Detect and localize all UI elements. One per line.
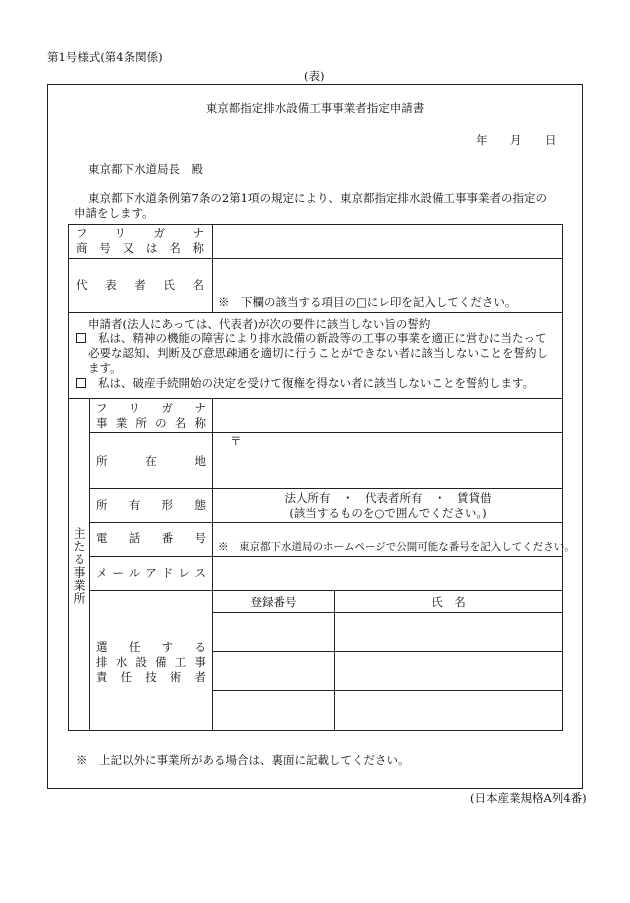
engineer-label-line2: 排水設備工事 bbox=[96, 655, 206, 669]
pledge-checkbox-2[interactable] bbox=[76, 378, 86, 388]
intro-text-line1: 東京都下水道条例第7条の2第1項の規定により、東京都指定排水設備工事事業者の指定の bbox=[88, 191, 547, 205]
intro-text-line2: 申請をします。 bbox=[74, 206, 154, 220]
applicant-name-field[interactable] bbox=[213, 225, 561, 257]
engineer-name-field-2[interactable] bbox=[335, 652, 561, 689]
engineer-label-line3: 責任技術者 bbox=[96, 670, 206, 684]
pledge-item2: 私は、破産手続開始の決定を受けて復権を得ない者に該当しないことを誓約します。 bbox=[98, 376, 535, 390]
pledge-item1-line1: 私は、精神の機能の障害により排水設備の新設等の工事の事業を適正に営むに当たって bbox=[98, 331, 547, 345]
pledge-item1-line3: ます。 bbox=[88, 361, 122, 375]
addressee: 東京都下水道局長 殿 bbox=[88, 162, 203, 176]
office-name-label: 事業所の名称 bbox=[96, 416, 206, 430]
postal-mark: 〒 bbox=[230, 434, 242, 448]
form-title: 東京都指定排水設備工事事業者指定申請書 bbox=[205, 101, 425, 115]
phone-note: ※ 東京都下水道局のホームページで公開可能な番号を記入してください。 bbox=[218, 541, 575, 553]
date-day-label: 日 bbox=[545, 133, 557, 147]
engineer-label-line1: 選任する bbox=[96, 640, 206, 654]
grid-line bbox=[89, 398, 90, 731]
engineer-name-field-3[interactable] bbox=[335, 691, 561, 729]
form-number: 第1号様式(第4条関係) bbox=[47, 50, 163, 64]
email-label: メールアドレス bbox=[96, 566, 206, 580]
office-furigana-label: フリガナ bbox=[96, 401, 206, 415]
applicant-furigana-label: フリガナ bbox=[76, 226, 204, 240]
engineer-reg-no-field-1[interactable] bbox=[213, 613, 333, 650]
grid-line bbox=[68, 312, 563, 313]
grid-line bbox=[89, 488, 563, 489]
representative-note: ※ 下欄の該当する項目の□にレ印を記入してください。 bbox=[218, 295, 517, 309]
ownership-label: 所有形態 bbox=[96, 498, 206, 512]
engineer-name-field-1[interactable] bbox=[335, 613, 561, 650]
email-field[interactable] bbox=[213, 557, 561, 589]
col-header-name: 氏 名 bbox=[431, 595, 466, 609]
applicant-name-label: 商号又は名称 bbox=[76, 241, 204, 255]
representative-name-field[interactable] bbox=[213, 259, 561, 293]
page-side-label: (表) bbox=[304, 69, 325, 83]
grid-line bbox=[89, 590, 563, 591]
engineer-reg-no-field-2[interactable] bbox=[213, 652, 333, 689]
office-address-field[interactable] bbox=[213, 433, 561, 487]
grid-line bbox=[562, 224, 563, 731]
pledge-heading: 申請者(法人にあっては、代表者)が次の要件に該当しない旨の誓約 bbox=[88, 317, 431, 331]
ownership-options[interactable]: 法人所有 ・ 代表者所有 ・ 賃貸借 bbox=[284, 491, 492, 505]
date-year-label: 年 bbox=[476, 133, 488, 147]
phone-label: 電話番号 bbox=[96, 531, 206, 545]
representative-name-label: 代表者氏名 bbox=[76, 278, 204, 292]
col-header-registration-number: 登録番号 bbox=[250, 595, 297, 609]
phone-field[interactable] bbox=[213, 523, 561, 541]
pledge-item1-line2: 必要な認知、判断及び意思疎通を適切に行うことができない者に該当しないことを誓約し bbox=[88, 346, 548, 360]
engineer-reg-no-field-3[interactable] bbox=[213, 691, 333, 729]
date-month-label: 月 bbox=[510, 133, 522, 147]
paper-standard: (日本産業規格A列4番) bbox=[470, 791, 587, 805]
office-address-label: 所在地 bbox=[96, 454, 206, 468]
pledge-checkbox-1[interactable] bbox=[76, 333, 86, 343]
footer-note: ※ 上記以外に事業所がある場合は、裏面に記載してください。 bbox=[76, 753, 410, 767]
grid-line bbox=[68, 730, 563, 731]
ownership-note: (該当するものを○で囲んでください。) bbox=[289, 506, 487, 520]
office-name-field[interactable] bbox=[213, 399, 561, 431]
grid-line bbox=[68, 224, 69, 731]
applicant-furigana-spread bbox=[76, 226, 204, 240]
main-office-side-label: 主たる事業所 bbox=[72, 527, 86, 605]
